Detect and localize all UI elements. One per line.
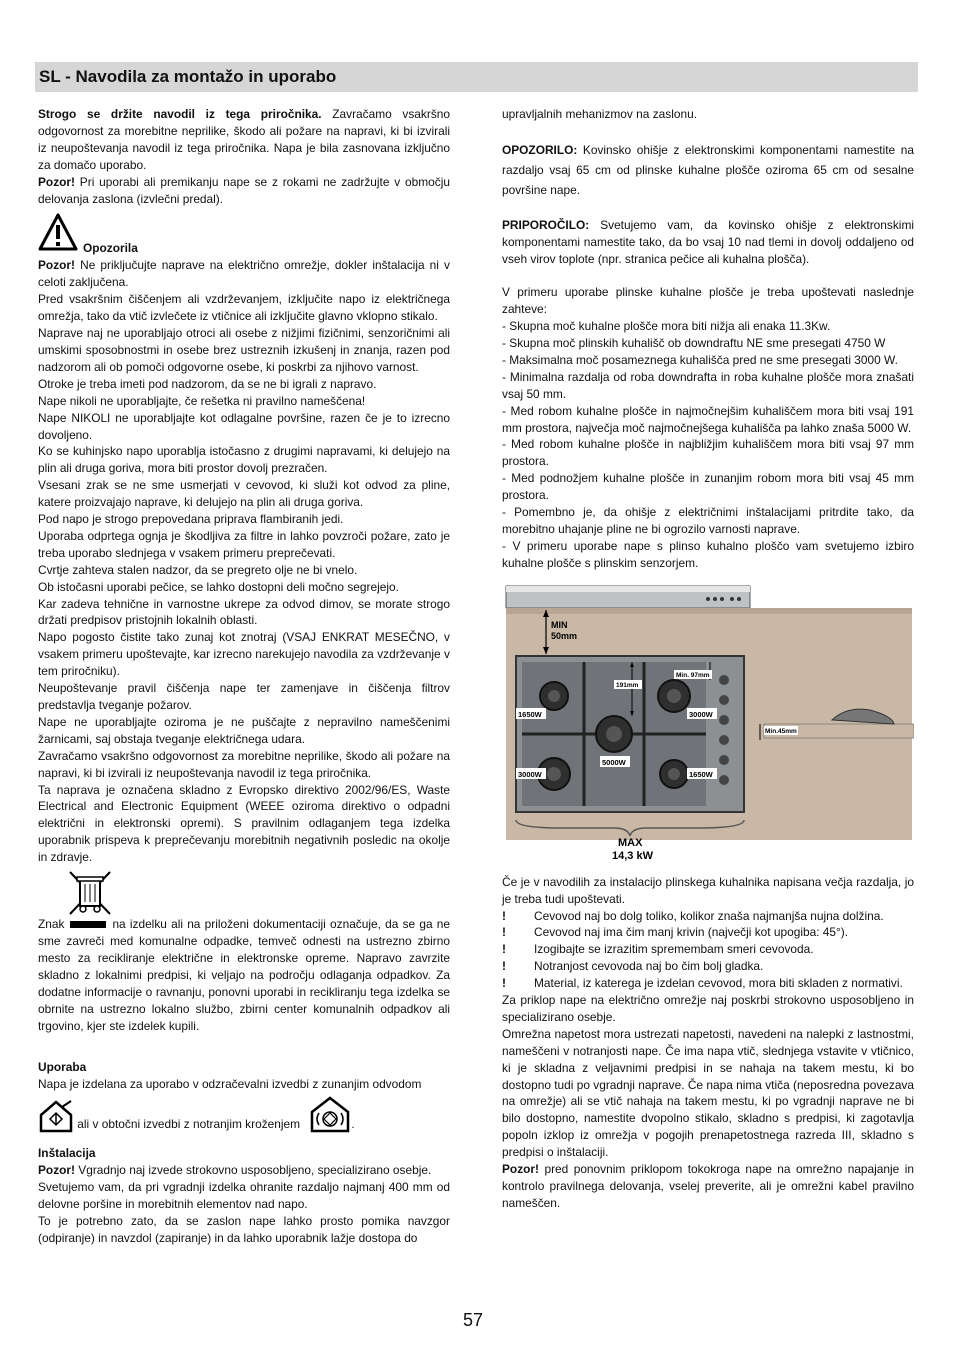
section-header [35, 62, 918, 92]
duct-rule: ! Izogibajte se izrazitim spremembam smeri cevovoda. [502, 942, 814, 957]
knob [719, 695, 729, 705]
warning-item: Pred vsakršnim čiščenjem ali vzdrževanjem, izključite napo iz električnega omrežja, tako da vtič izvlečete iz vtičnice ali izključite glavno vklopno stikalo. [38, 292, 450, 324]
gas-requirement: - Med robom kuhalne plošče in najbližjim kuhališčem mora biti vsaj 97 mm prostora. [502, 437, 914, 469]
warning-item: Kar zadeva tehnične in varnostne ukrepe za odvod dimov, se morate strogo držati predpisov pristojnih lokalnih oblasti. [38, 596, 450, 628]
duct-rule: ! Notranjost cevovoda naj bo čim bolj gladka. [502, 959, 764, 974]
warnings-title: Opozorila [83, 241, 138, 256]
duct-rule: ! Material, iz katerega je izdelan cevovod, mora biti skladen z normativi. [502, 976, 903, 991]
warning-item: Zavračamo vsakršno odgovornost za morebitne neprilike, škodo ali požare na napravi, ki bi izvirali iz neupoštevanja navodil iz tega priročnika. [38, 748, 450, 780]
gas-requirements-intro: V primeru uporabe plinske kuhalne plošče je treba upoštevati naslednje zahteve: [502, 285, 914, 317]
warning-item: Nape ne uporabljajte oziroma je ne puščajte z nepravilno nameščenimi žarnicami, saj obstaja tveganje električnega udara. [38, 714, 450, 746]
right-column [502, 106, 914, 1212]
dimension-97: Min. 97mm [676, 671, 710, 679]
gas-requirement: - Med robom kuhalne plošče in najmočnejšim kuhališčem mora biti vsaj 191 mm prostora, največja moč najmočnejšega kuhališča pa lahko znaša 5000 W. [502, 403, 914, 435]
dimension-191: 191mm [616, 681, 639, 689]
dimension-45: Min.45mm [765, 727, 797, 735]
warning-item: Nape nikoli ne uporabljajte, če rešetka ni pravilno nameščena! [38, 393, 366, 408]
pozor-paragraph-4: Pozor! pred ponovnim priklopom tokokroga nape na omrežno napajanje in kontrolo pravilnega delovanja, vselej preverite, ali je omrežni kabel pravilno nameščen. [502, 1162, 914, 1210]
uporaba-icons-line: ali v obtočni izvedbi z notranjim kroženjem . [38, 1095, 450, 1133]
warning-item: Neupoštevanje pravil čiščenja nape ter zamenjave in čiščenja filtrov predstavlja tveganje požarov. [38, 681, 450, 712]
burner-power-label: 1650W [689, 769, 713, 779]
electrical-paragraph: Omrežna napetost mora ustrezati napetosti, navedeni na nalepki z lastnostmi, nameščeni v notranjosti nape. Če ima napa vtič, slednjega vstavite v vtičnico, ki je skladna z veljavnimi predpisi in se nahaja na takem mestu, ki bo dostopno tudi po vgradnji naprave. Če napa nima vtiča (neposredna povezava na omrežje) ali se vtič nahaja na takem mestu, ki po vgradnji naprave ne bi bilo dostopno, namestite dvopolno stikalo, skladno s predpisi, ki zagotavlja popoln izklop iz omrežja v pogojih prenapetostnega razreda III, skladno s predpisi o inštalaciji. [502, 1026, 914, 1160]
recommendation-note: PRIPOROČILO: Svetujemo vam, da kovinsko ohišje z elektronskimi komponentami namestite tako, da bo vsaj 10 nad tlemi in dovolj oddaljeno od vseh virov toplote (npr. stranica pečice ali kuhalna plošča). [502, 217, 914, 266]
recirculation-icon [309, 1095, 351, 1133]
warning-item: Cvrtje zahteva stalen nadzor, da se pregreto olje ne bi vnelo. [38, 562, 358, 577]
warning-item: Ko se kuhinjsko napo uporablja istočasno z drugimi napravami, ki delujejo na plin ali druga goriva, mora biti prostor dovolj prezračen. [38, 444, 450, 476]
knob [719, 755, 729, 765]
page-title: SL - Navodila za montažo in uporabo [39, 67, 337, 86]
gas-requirement: - Med podnožjem kuhalne plošče in zunanjim robom mora biti vsaj 45 mm prostora. [502, 471, 914, 503]
continued-text: upravljalnih mehanizmov na zaslonu. [502, 107, 697, 121]
knob [719, 675, 729, 685]
intro-paragraph: Strogo se držite navodil iz tega priročnika. Zavračamo vsakršno odgovornost za morebitne neprilike, škodo ali požare na napravi, ki bi izvirali iz neupoštevanja navodil iz tega priročnika. Napa je bila zasnovana izključno za domačo uporabo. [38, 107, 450, 172]
installation-title: Inštalacija [38, 1146, 96, 1161]
pozor-paragraph-3: Pozor! Vgradnjo naj izvede strokovno usposobljeno, specializirano osebje. [38, 1163, 432, 1178]
warning-note: OPOZORILO: Kovinsko ohišje z elektronskimi komponentami namestite na razdaljo vsaj 65 cm od plinske kuhalne plošče oziroma 65 cm od sesalne površine nape. [502, 142, 914, 197]
knob [719, 735, 729, 745]
min-value: 50mm [551, 630, 578, 641]
warning-item: Uporaba odprtega ognja je škodljiva za filtre in lahko povzroči požare, zato je treba uporabo slednjega v vsakem primeru preprečevati. [38, 528, 450, 560]
warning-item: Vsesani zrak se ne sme usmerjati v cevovod, ki služi kot odvod za pline, katere proizvajajo naprave, ki delujejo na plin ali druga goriva. [38, 478, 450, 510]
gas-requirement: - Skupna moč plinskih kuhališč ob downdraftu NE sme presegati 4750 W [502, 336, 886, 351]
left-column [38, 106, 450, 1247]
page-number: 57 [463, 1310, 484, 1330]
min-label: MIN [551, 619, 568, 630]
warning-triangle-icon [38, 213, 78, 251]
warning-item: Pod napo je strogo prepovedana priprava flambiranih jedi. [38, 512, 344, 527]
hob-clearance-diagram [502, 584, 914, 866]
uporaba-paragraph: Napa je izdelana za uporabo v odzračevalni izvedbi z zunanjim odvodom [38, 1077, 422, 1092]
black-bar-symbol [70, 921, 106, 928]
pozor-paragraph-2: Pozor! Ne priključujte naprave na električno omrežje, dokler inštalacija ni v celoti zaključena. [38, 258, 450, 290]
weee-paragraph: Ta naprava je označena skladno z Evropsko direktivo 2002/96/ES, Waste Electrical and Electronic Equipment (WEEE oziroma direktivo o odpadni električni in elektronski opremi). S pravilnim odlaganjem tega izdelka uporabnik prispeva k preprečevanju morebitnih negativnih posledic na okolje in zdravje. [38, 782, 450, 865]
installation-item: Svetujemo vam, da pri vgradnji izdelka ohranite razdaljo najmanj 400 mm od delovne poršine in morebitnih elementov nad napo. [38, 1179, 450, 1211]
znak-paragraph: Znak na izdelku ali na priloženi dokumentaciji označuje, da se ga ne sme zavreči med komunalne odpadke, temveč odnesti na ustrezno zbirno mesto za recikliranje električne in elektronske opreme. Napravo zavrzite skladno z lokalnimi predpisi, ki veljajo na področju odlaganja odpadkov. Za dodatne informacije o ravnanju, ponovni uporabi in recikliranju tega izdelka se obrnite na ustrezno lokalno službo, zbirni center komunalnih odpadkov ali trgovino, kjer ste izdelek kupili. [38, 917, 450, 1033]
max-value: 14,3 kW [612, 849, 653, 862]
electrical-paragraph: Za priklop nape na električno omrežje naj poskrbi strokovno usposobljeno in specializirano osebje. [502, 993, 914, 1024]
crossed-bin-icon [66, 868, 114, 916]
gas-requirement: - Pomembno je, da ohišje z električnimi inštalacijami pritrdite tako, da morebitno uhajanje pline ne bi ogrozilo varnosti naprave. [502, 505, 914, 536]
burner-power-label: 3000W [518, 769, 542, 779]
gas-requirement: - Minimalna razdalja od roba downdrafta in roba kuhalne plošče mora znašati vsaj 50 mm. [502, 369, 914, 401]
larger-distance-note: Če je v navodilih za instalacijo plinskega kuhalnika napisana večja razdalja, jo je treba tudi upoštevati. [502, 874, 914, 906]
duct-rule: ! Cevovod naj bo dolg toliko, kolikor znaša najmanjša nujna dolžina. [502, 908, 884, 923]
knob [719, 775, 729, 785]
gas-requirement: - Maksimalna moč posameznega kuhališča pred ne sme presegati 3000 W. [502, 352, 898, 367]
duct-rule: ! Cevovod naj ima čim manj krivin (največji kot upogiba: 45°). [502, 925, 849, 940]
weee-bin-icon-wrap [66, 868, 450, 916]
warning-item: Naprave naj ne uporabljajo otroci ali osebe z nižjimi fizičnimi, senzoričnimi ali umskimi sposobnostmi in osebe brez ustreznih izkušenj in znanja, razen pod nadzorom ali ob pomoči odgovorne osebe, ki poskrbi za njihovo varnost. [38, 326, 450, 374]
gas-requirement: - V primeru uporabe nape s plinso kuhalno ploščo vam svetujemo izbiro kuhalne plošče s plinskim senzorjem. [502, 538, 914, 570]
max-label: MAX [618, 836, 643, 849]
warning-item: Napo pogosto čistite tako zunaj kot znotraj (VSAJ ENKRAT MESEČNO, v vsakem primeru upoštevajte, kar izrecno narekujejo navodila za vzdrževanje v tem priročniku). [38, 630, 450, 679]
uporaba-title: Uporaba [38, 1060, 87, 1075]
hob-diagram-svg [502, 584, 914, 866]
warning-item: Ob istočasni uporabi pečice, se lahko dostopni deli močno segrejejo. [38, 579, 399, 594]
burner-power-label: 5000W [602, 757, 626, 767]
external-duct-icon [38, 1099, 74, 1133]
warning-item: Nape NIKOLI ne uporabljajte kot odlagalne površine, razen če je to izrecno dovoljeno. [38, 410, 450, 442]
warnings-heading-row [38, 213, 450, 257]
knob [719, 715, 729, 725]
gas-requirement: - Skupna moč kuhalne plošče mora biti nižja ali enaka 11.3Kw. [502, 319, 831, 334]
warning-item: Otroke je treba imeti pod nadzorom, da se ne bi igrali z napravo. [38, 376, 377, 391]
pozor-paragraph: Pozor! Pri uporabi ali premikanju nape se z rokami ne zadržujte v območju delovanja zaslona (izvlečni predal). [38, 174, 450, 206]
burner-power-label: 3000W [689, 709, 713, 719]
installation-item: To je potrebno zato, da se zaslon nape lahko prosto pomika navzgor (odpiranje) in navzdol (zapiranje) in da lahko uporabnik lažje dostopa do [38, 1213, 450, 1245]
burner-power-label: 1650W [518, 709, 542, 719]
